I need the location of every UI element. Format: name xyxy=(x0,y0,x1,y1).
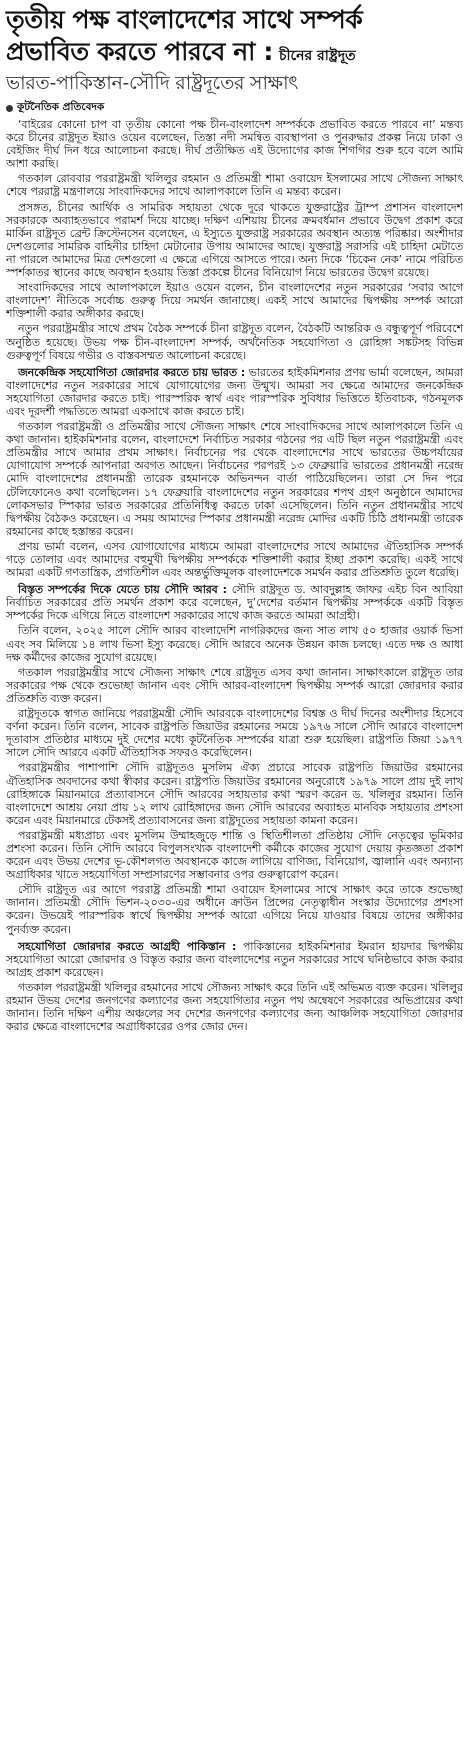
article-paragraph xyxy=(6,829,463,881)
paragraph-text: ‘বাইরের কোনো চাপ বা তৃতীয় কোনো পক্ষ চীন-বাংলাদেশ সম্পর্ককে প্রভাবিত করতে পারবে না’ মন্তব্য করে চীনের রাষ্ট্রদূত ইয়াও ওয়েন বলেছেন, তিস্তা নদী সমন্বিত ব্যবস্থাপনা ও পুনরুদ্ধার প্রকল্প নিয়ে ঢাকা ও বেইজিং দীর্ঘ দিন ধরে আলোচনা করছে। দীর্ঘ প্রতীক্ষিত এই উদ্যোগের কাজ শিগগির শুরু হবে বলে আমি আশা করছি। xyxy=(6,118,463,171)
article-paragraph xyxy=(6,583,463,622)
paragraph-text: সৌদি রাষ্ট্রদূত ড. আবদুল্লাহ জাফর এইচ বিন আবিয়া নির্বাচিত সরকারের প্রতি সমর্থন প্রকাশ করে বলেছেন, দু’দেশের বর্তমান দ্বিপক্ষীয় সম্পর্ককে একটি বিস্তৃত সম্পর্কের দিকে এগিয়ে নিতে বাংলাদেশ সরকারের সাথে কাজ করতে আমরা আগ্রহী। xyxy=(6,583,464,623)
article-paragraph xyxy=(6,624,463,663)
section-lead: জনকেন্দ্রিক সহযোগিতা জোরদার করতে চায় ভারত : xyxy=(18,365,246,379)
byline xyxy=(6,100,463,117)
article-paragraph xyxy=(6,118,463,170)
paragraph-text: পররাষ্ট্রমন্ত্রী মধ্যপ্রাচ্য এবং মুসলিম উম্মাহজুড়ে শান্তি ও স্থিতিশীলতা প্রতিষ্ঠায় সৌদি নেতৃত্বের ভূমিকার প্রশংসা করেন। তিনি সৌদি আরবে বিপুলসংখ্যক বাংলাদেশী কর্মীকে কাজের সুযোগ দেয়ায় কৃতজ্ঞতা প্রকাশ করেন এবং উভয় দেশের ভূ-কৌশলগত অবস্থানকে কাজে লাগিয়ে বাণিজ্য, বিনিয়োগ, জ্বালানি এবং অন্যান্য অগ্রাধিকার খাতে সহযোগিতা সম্প্রসারণের সম্ভাবনার ওপর গুরুত্বারোপ করেন। xyxy=(6,828,463,882)
paragraph-text: পররাষ্ট্রমন্ত্রীর পাশাপাশি সৌদি রাষ্ট্রদূতও মুসলিম ঐক্য প্রচারে সাবেক রাষ্ট্রপতি জিয়াউর রহমানের ঐতিহাসিক অবদানের কথা স্বীকার করেন। রাষ্ট্রপতি জিয়াউর রহমানের অনুরোধে ১৯৭৯ সালে প্রায় দুই লাখ রোহিঙ্গাকে মিয়ানমারে প্রত্যাবাসনে সৌদি আরবের সহায়তার কথা স্মরণ করেন ড. খলিলুর রহমান। তিনি বাংলাদেশে আশ্রয় নেয়া প্রায় ১২ লাখ রোহিঙ্গাদের জন্য সৌদি আরবের অব্যাহত মানবিক সহায়তার প্রশংসা করেন এবং মিয়ানমারে টেকসই প্রত্যাবাসনের জন্য রাষ্ট্রদূতের সহায়তা কামনা করেন। xyxy=(6,761,463,827)
article-body xyxy=(6,118,463,1033)
article-paragraph xyxy=(6,420,463,538)
headline-line-1: তৃতীয় পক্ষ বাংলাদেশের সাথে সম্পর্ক xyxy=(6,5,363,34)
article-paragraph xyxy=(6,540,463,579)
article-paragraph xyxy=(6,201,463,280)
section-lead: বিস্তৃত সম্পর্কের দিকে যেতে চায় সৌদি আরব : xyxy=(18,583,228,597)
article-paragraph xyxy=(6,883,463,935)
article-paragraph xyxy=(6,322,463,361)
article-paragraph xyxy=(6,761,463,826)
article-paragraph xyxy=(6,366,463,418)
paragraph-text: সৌদি রাষ্ট্রদূত এর আগে পররাষ্ট্র প্রতিমন্ত্রী শামা ওবায়েদ ইসলামের সাথে সাক্ষাৎ করে তাকে শুভেচ্ছা জানান। প্রতিমন্ত্রী সৌদি ভিশন-২০৩০-এর অধীনে ক্রাউন প্রিন্সের নেতৃত্বাধীন সংস্কার উদ্যোগের প্রশংসা করেন। উভয়েই পারস্পরিক স্বার্থে দ্বিপক্ষীয় সম্পর্ক আরো এগিয়ে নিয়ে যাওয়ার বিষয়ে তাদের অঙ্গীকার পুনর্ব্যক্ত করেন। xyxy=(6,883,463,936)
byline-text: কূটনৈতিক প্রতিবেদক xyxy=(17,101,105,113)
paragraph-text: প্রসঙ্গত, চীনের আর্থিক ও সামরিক সহায়তা থেকে দূরে থাকতে যুক্তরাষ্ট্রের ট্রাম্প প্রশাসন বাংলাদেশ সরকারকে অব্যাহতভাবে পরামর্শ দিয়ে যাচ্ছে। দক্ষিণ এশিয়ায় চীনের ক্রমবর্ধমান প্রভাবে উদ্বেগ প্রকাশ করে মার্কিন রাষ্ট্রদূত ব্রেন্ট ক্রিস্টেনসেন বলেছেন, এ ইস্যুতে যুক্তরাষ্ট্র সরকারের অবস্থান অত্যন্ত পরিষ্কার। অংশীদার দেশগুলোর সামরিক বাহিনীর চাহিদা মেটানোর উপায় আমাদের আছে। যুক্তরাষ্ট্র সরাসরি এই চাহিদা মেটাতে না পারলে আমাদের মিত্র দেশগুলো এ ক্ষেত্রে এগিয়ে আসতে পারে। অন্য দিকে ‘চিকেন নেক’ নামে পরিচিত স্পর্শকাতর স্থানের কাছে অবস্থান হওয়ায় তিস্তা প্রকল্পে চীনের বিনিয়োগ নিয়ে ভারতের উদ্বেগ রয়েছে। xyxy=(6,200,463,280)
paragraph-text: তিনি বলেন, ২০২৫ সালে সৌদি আরব বাংলাদেশি নাগরিকদের জন্য সাত লাখ ৫০ হাজার ওয়ার্ক ভিসা এবং সব মিলিয়ে ১৪ লাখ ভিসা ইস্যু করেছে। সৌদি আরবে অনেক উন্নয়ন কাজ চলছে। এতে দক্ষ ও আধা দক্ষ কর্মীদের কাজের সুযোগ রয়েছে। xyxy=(6,624,463,664)
article-paragraph xyxy=(6,281,463,320)
article-paragraph xyxy=(6,666,463,705)
section-lead: সহযোগিতা জোরদার করতে আগ্রহী পাকিস্তান : xyxy=(18,939,237,953)
paragraph-text: সাংবাদিকদের সাথে আলাপকালে ইয়াও ওয়েন বলেন, চীন বাংলাদেশের নতুন সরকারের ‘সবার আগে বাংলাদেশ’ নীতিকে সর্বোচ্চ গুরুত্ব দিয়ে সমর্থন জানাচ্ছে। একই সাথে আমাদের দ্বিপক্ষীয় সম্পর্ক আরো শক্তিশালী করার অঙ্গীকার করছে। xyxy=(6,281,463,321)
paragraph-text: প্রণয় ভার্মা বলেন, এসব যোগাযোগের মাধ্যমে আমরা বাংলাদেশের সাথে আমাদের ঐতিহাসিক সম্পর্ক গড়ে তোলার এবং আমাদের বহুমুখী দ্বিপক্ষীয় সম্পর্ককে শক্তিশালী করার ইচ্ছা প্রকাশ করেছি। একই সাথে আমরা একটি গণতান্ত্রিক, প্রগতিশীল এবং অন্তর্ভুক্তিমূলক বাংলাদেশকে সমর্থন করার প্রতিশ্রুতি তুলে ধরেছি। xyxy=(6,539,463,580)
paragraph-text: ভারতের হাইকমিশনার প্রণয় ভার্মা বলেছেন, আমরা বাংলাদেশের নতুন সরকারের সাথে যোগাযোগের জন্য উন্মুখ। আমরা সব ক্ষেত্রে আমাদের জনকেন্দ্রিক সহযোগিতা জোরদার করতে চাই। পারস্পরিক স্বার্থ এবং পারস্পরিক সুবিধার ভিত্তিতে ইতিবাচক, গঠনমূলক এবং দূরদর্শী পদ্ধতিতে আমরা একসাথে কাজ করতে চাই। xyxy=(6,365,463,418)
headline-attribution: চীনের রাষ্ট্রদূত xyxy=(278,48,356,64)
subheadline: ভারত-পাকিস্তান-সৌদি রাষ্ট্রদূতের সাক্ষাৎ xyxy=(6,72,299,94)
headline-line-2 xyxy=(6,36,463,68)
bullet-icon xyxy=(6,105,13,112)
paragraph-text: গতকাল পররাষ্ট্রমন্ত্রী ও প্রতিমন্ত্রীর সাথে সৌজন্য সাক্ষাৎ শেষে সাংবাদিকদের সাথে আলাপকালে তিনি এ কথা জানান। হাইকমিশনার বলেন, বাংলাদেশে নির্বাচিত সরকার গঠনের পর এটি ছিল নতুন পররাষ্ট্রমন্ত্রী এবং প্রতিমন্ত্রীর সাথে আমার প্রথম সাক্ষাৎ। নির্বাচনের পর থেকে বাংলাদেশের সাথে ভারতের উচ্চপর্যায়ের যোগাযোগ সম্পর্কে আপনারা অবগত আছেন। নির্বাচনের পরপরই ১৩ ফেব্রুয়ারি ভারতের প্রধানমন্ত্রী নরেন্দ্র মোদি বাংলাদেশের প্রধানমন্ত্রী তারেক রহমানকে অভিনন্দন বার্তা পাঠিয়েছিলেন। তারা সে দিন পরে টেলিফোনেও কথা বলেছিলেন। ১৭ ফেব্রুয়ারি বাংলাদেশের নতুন সরকারের শপথ গ্রহণ অনুষ্ঠানে আমাদের লোকসভার স্পিকার ভারত সরকারের প্রতিনিধিত্ব করতে ঢাকা এসেছিলেন। তিনি নতুন প্রধানমন্ত্রীর সাথে দ্বিপক্ষীয় বৈঠকও করেছেন। এ সময় আমাদের স্পিকার প্রধানমন্ত্রী নরেন্দ্র মোদির একটি চিঠি প্রধানমন্ত্রী তারেক রহমানের কাছে হস্তান্তর করেন। xyxy=(6,420,463,538)
paragraph-text: গতকাল পররাষ্ট্রমন্ত্রীর সাথে সৌজন্য সাক্ষাৎ শেষে রাষ্ট্রদূত এসব কথা জানান। সাক্ষাৎকালে রাষ্ট্রদূত তার সরকারের পক্ষ থেকে শুভেচ্ছা জানান এবং সৌদি আরব-বাংলাদেশ দ্বিপক্ষীয় সম্পর্ক আরো জোরদার করার প্রতিশ্রুতি ব্যক্ত করেন। xyxy=(6,665,463,705)
article-paragraph xyxy=(6,172,463,198)
article-paragraph xyxy=(6,981,463,1033)
paragraph-text: নতুন পররাষ্ট্রমন্ত্রীর সাথে প্রথম বৈঠক সম্পর্কে চীনা রাষ্ট্রদূত বলেন, বৈঠকটি আন্তরিক ও বন্ধুত্বপূর্ণ পরিবেশে অনুষ্ঠিত হয়েছে। উভয় পক্ষ চীন-বাংলাদেশ সম্পর্ক, অর্থনৈতিক সহযোগিতা ও রোহিঙ্গা সঙ্কটসহ বিভিন্ন গুরুত্বপূর্ণ বিষয়ে গভীর ও বাস্তবসম্মত আলোচনা করেছে। xyxy=(6,322,463,362)
article-paragraph xyxy=(6,707,463,759)
headline-main: প্রভাবিত করতে পারবে না : xyxy=(6,37,273,66)
paragraph-text: রাষ্ট্রদূতকে স্বাগত জানিয়ে পররাষ্ট্রমন্ত্রী সৌদি আরবকে বাংলাদেশের বিশ্বস্ত ও দীর্ঘ দিনের অংশীদার হিসেবে বর্ণনা করেন। তিনি বলেন, সাবেক রাষ্ট্রপতি জিয়াউর রহমানের সময়ে ১৯৭৬ সালে সৌদি আরবে বাংলাদেশ দূতাবাস প্রতিষ্ঠার মাধ্যমে দুই দেশের মধ্যে কূটনৈতিক সম্পর্কের যাত্রা শুরু হয়েছিল। রাষ্ট্রপতি জিয়া ১৯৭৭ সালে সৌদি আরবে একটি ঐতিহাসিক সফরও করেছিলেন। xyxy=(6,707,463,760)
article-paragraph xyxy=(6,940,463,979)
paragraph-text: পাকিস্তানের হাইকমিশনার ইমরান হায়দার দ্বিপক্ষীয় সহযোগিতা আরো জোরদার ও বিস্তৃত করার জন্য বাংলাদেশের নতুন সরকারের সাথে ঘনিষ্ঠভাবে কাজ করার আগ্রহ প্রকাশ করেছেন। xyxy=(6,939,463,979)
paragraph-text: গতকাল পররাষ্ট্রমন্ত্রী খলিলুর রহমানের সাথে সৌজন্য সাক্ষাৎ করে তিনি এই অভিমত ব্যক্ত করেন। খলিলুর রহমান উভয় দেশের জনগণের কল্যাণের জন্য সহযোগিতার নতুন পথ অন্বেষণে সরকারের অভিপ্রায়ের কথা জানান। তিনি দক্ষিণ এশীয় অঞ্চলের সব দেশের জনগণের কল্যাণের জন্য আঞ্চলিক সহযোগিতা জোরদার করার ক্ষেত্রে বাংলাদেশের অগ্রাধিকারের ওপর জোর দেন। xyxy=(6,980,463,1034)
paragraph-text: গতকাল রোববার পররাষ্ট্রমন্ত্রী খলিলুর রহমান ও প্রতিমন্ত্রী শামা ওবায়েদ ইসলামের সাথে সৌজন্য সাক্ষাৎ শেষে পররাষ্ট্র মন্ত্রণালয়ে সাংবাদিকদের সাথে আলাপকালে তিনি এ মন্তব্য করেন। xyxy=(6,172,463,199)
